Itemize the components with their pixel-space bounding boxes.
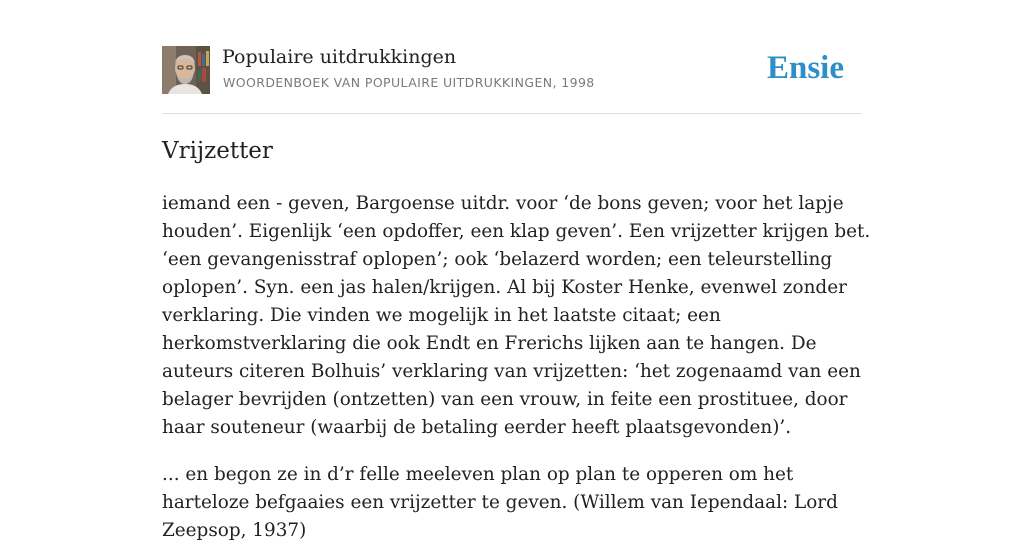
- avatar[interactable]: [162, 46, 210, 94]
- source-header: [162, 46, 862, 96]
- source-subtitle: WOORDENBOEK VAN POPULAIRE UITDRUKKINGEN, 1998: [223, 75, 595, 90]
- entry-title: Vrijzetter: [162, 138, 273, 164]
- source-title[interactable]: Populaire uitdrukkingen: [222, 46, 457, 68]
- entry-definition: iemand een - geven, Bargoense uitdr. voor ‘de bons geven; voor het lapje houden’. Eigenlijk ‘een opdoffer, een klap geven’. Een vrijzetter krijgen bet. ‘een gevangenisstraf oplopen’; ook ‘belazerd worden; een teleurstelling oplopen’. Syn. een jas halen/krijgen. Al bij Koster Henke, evenwel zonder verklaring. Die vinden we mogelijk in het laatste citaat; een herkomstverklaring die ook Endt en Frerichs lijken aan te hangen. De auteurs citeren Bolhuis’ verklaring van vrijzetten: ‘het zogenaamd van een belager bevrijden (ontzetten) van een vrouw, in feite een prostituee, door haar souteneur (waarbij de betaling eerder heeft plaatsgevonden)’.: [162, 193, 871, 438]
- ensie-logo-link[interactable]: Ensie: [766, 50, 844, 86]
- entry-citation: ... en begon ze in d’r felle meeleven plan op plan te opperen om het harteloze befgaaies een vrijzetter te geven. (Willem van Iependaal: Lord Zeepsop, 1937): [162, 464, 838, 541]
- author-portrait-icon: [162, 46, 210, 94]
- header-divider: [162, 113, 862, 114]
